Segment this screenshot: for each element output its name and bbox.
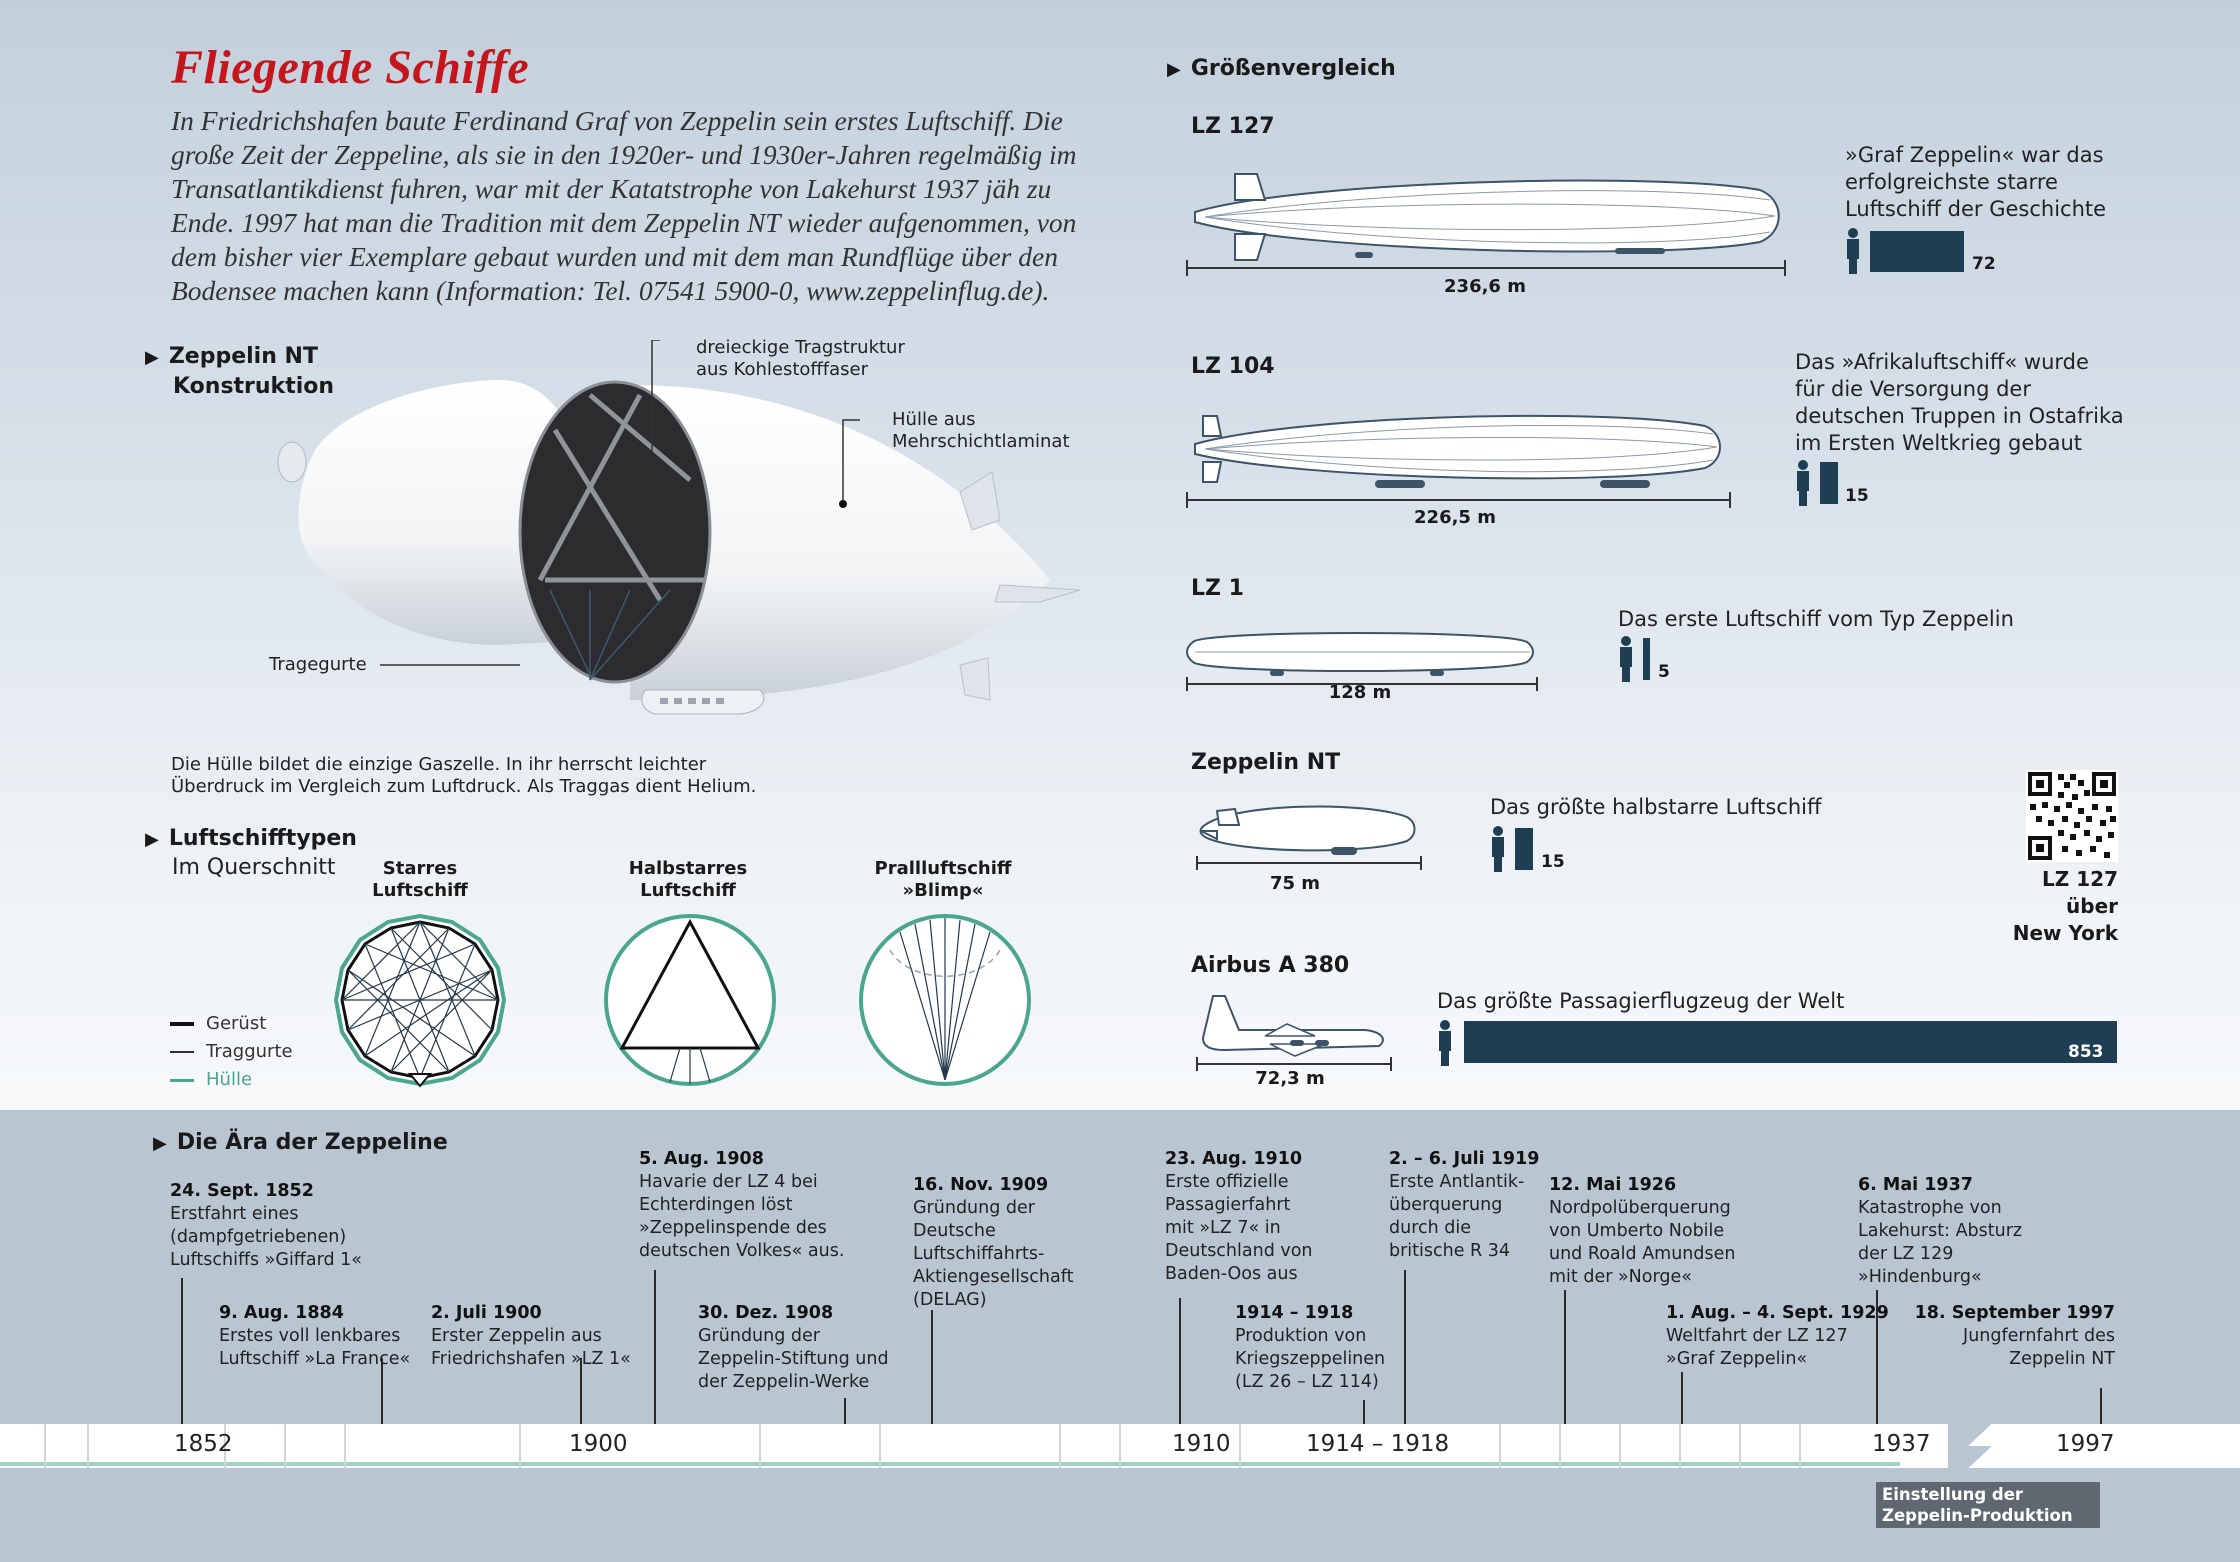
legend-item-hull: Hülle [170, 1066, 293, 1094]
construction-heading: ▶ Zeppelin NT Konstruktion [145, 344, 335, 399]
types-legend [170, 1010, 293, 1094]
lz104-silhouette [1185, 400, 1735, 510]
person-icon [1490, 826, 1506, 876]
legend-item-framework: Gerüst [170, 1010, 293, 1038]
label-straps: Tragegurte [269, 654, 367, 675]
year-1852: 1852 [174, 1431, 233, 1457]
pointer-1919 [1404, 1270, 1406, 1424]
type-rigid-label: Starres Luftschiff [372, 858, 468, 901]
legend-swatch-straps [170, 1051, 194, 1053]
person-icon [1437, 1020, 1453, 1070]
person-icon [1845, 228, 1861, 278]
length-lz1: 128 m [1328, 682, 1392, 703]
year-1910: 1910 [1172, 1431, 1231, 1457]
event-1997: 18. September 1997 Jungfernfahrt des Zeppelin NT [1914, 1303, 2115, 1369]
event-1929: 1. Aug. – 4. Sept. 1929 Weltfahrt der LZ 127 »Graf Zeppelin« [1666, 1303, 1889, 1369]
year-1997: 1997 [2056, 1431, 2115, 1457]
length-lz104: 226,5 m [1414, 507, 1496, 528]
types-subheading: Im Querschnitt [172, 855, 336, 880]
pointer-1909 [931, 1310, 933, 1424]
intro-text: In Friedrichshafen baute Ferdinand Graf von Zeppelin sein erstes Luftschiff. Die große Zeit der Zeppeline, als sie in den 1920er- und 1930er-Jahren regelmäßig im Transatlantikdienst fuhren, war mit der Katatstrophe von Lakehurst 1937 jäh zu Ende. 1997 hat man die Tradition mit dem Zeppelin NT wieder aufgenommen, von dem bisher vier Exemplare gebaut wurden und mit dem man Rundflüge über den Bodensee machen kann (Information: Tel. 07541 5900-0, www.zeppelinflug.de). [171, 105, 1077, 306]
airbus-a380-silhouette [1195, 990, 1395, 1075]
length-airbus: 72,3 m [1255, 1068, 1325, 1089]
types-heading: ▶ Luftschifftypen [145, 826, 357, 851]
event-aug-1908: 5. Aug. 1908 Havarie der LZ 4 bei Echterdingen löst »Zeppelinspende des deutschen Volkes« aus. [639, 1149, 845, 1261]
blimp-cross-section-diagram [855, 910, 1035, 1090]
event-1937: 6. Mai 1937 Katastrophe von Lakehurst: Absturz der LZ 129 »Hindenburg« [1858, 1175, 2023, 1287]
rigid-cross-section-diagram [330, 910, 510, 1090]
event-1884: 9. Aug. 1884 Erstes voll lenkbares Luftschiff »La France« [219, 1303, 411, 1369]
ship-name-lz1: LZ 1 [1191, 576, 1244, 601]
event-1914-1918: 1914 – 1918 Produktion von Kriegszeppelinen (LZ 26 – LZ 114) [1235, 1303, 1386, 1392]
passenger-bar-lz1 [1643, 638, 1650, 680]
pointer-1929 [1681, 1372, 1683, 1424]
qr-code-icon[interactable] [2026, 770, 2118, 862]
construction-caption: Die Hülle bildet die einzige Gaszelle. In ihr herrscht leichter Überdruck im Vergleich zum Luftdruck. Als Traggas dient Helium. [171, 754, 757, 797]
year-1900: 1900 [569, 1431, 628, 1457]
pointer-1910 [1179, 1298, 1181, 1424]
event-1900: 2. Juli 1900 Erster Zeppelin aus Friedrichshafen »LZ 1« [431, 1303, 631, 1369]
ship-name-lz127: LZ 127 [1191, 114, 1275, 139]
desc-zeppelin-nt: Das größte halbstarre Luftschiff [1490, 795, 1822, 819]
lz127-silhouette [1185, 160, 1790, 280]
pointer-dec-1908 [844, 1398, 846, 1424]
ship-name-airbus: Airbus A 380 [1191, 953, 1350, 978]
legend-item-straps: Traggurte [170, 1038, 293, 1066]
event-1910: 23. Aug. 1910 Erste offizielle Passagierfahrt mit »LZ 7« in Deutschland von Baden-Oos aus [1165, 1149, 1313, 1284]
desc-airbus: Das größte Passagierflugzeug der Welt [1437, 989, 1845, 1013]
semirigid-cross-section-diagram [600, 910, 780, 1090]
triangle-bullet-icon: ▶ [145, 347, 159, 368]
passenger-count-zeppelin-nt: 15 [1541, 852, 1565, 872]
passenger-count-lz1: 5 [1658, 662, 1670, 682]
passenger-bar-lz104 [1820, 462, 1838, 504]
pointer-1852 [181, 1278, 183, 1424]
passenger-count-lz127: 72 [1972, 254, 1996, 274]
length-zeppelin-nt: 75 m [1269, 873, 1321, 894]
label-hull-material: Hülle aus Mehrschichtlaminat [892, 409, 1070, 452]
passenger-count-airbus: 853 [2068, 1042, 2104, 1062]
desc-lz127: »Graf Zeppelin« war das erfolgreichste starre Luftschiff der Geschichte [1845, 143, 2107, 221]
year-1914-1918: 1914 – 1918 [1306, 1431, 1450, 1457]
ship-name-zeppelin-nt: Zeppelin NT [1191, 750, 1341, 775]
timeline-heading: ▶ Die Ära der Zeppeline [153, 1130, 448, 1155]
legend-swatch-hull [170, 1079, 194, 1082]
pointer-1926 [1564, 1290, 1566, 1424]
event-1919: 2. – 6. Juli 1919 Erste Antlantik- überquerung durch die britische R 34 [1389, 1149, 1540, 1261]
length-lz127: 236,6 m [1444, 276, 1526, 297]
pointer-aug-1908 [654, 1270, 656, 1424]
label-triangular-structure: dreieckige Tragstruktur aus Kohlestofffaser [696, 337, 905, 380]
person-icon [1795, 460, 1811, 510]
qr-caption: LZ 127 über New York [2012, 867, 2118, 945]
type-semirigid-label: Halbstarres Luftschiff [628, 858, 748, 901]
event-1926: 12. Mai 1926 Nordpolüberquerung von Umberto Nobile und Roald Amundsen mit der »Norge« [1549, 1175, 1736, 1287]
passenger-bar-lz127 [1870, 231, 1964, 272]
passenger-bar-zeppelin-nt [1515, 828, 1533, 870]
triangle-bullet-icon: ▶ [153, 1133, 167, 1154]
page-title: Fliegende Schiffe [171, 41, 530, 94]
comparison-heading: ▶ Größenvergleich [1167, 56, 1396, 81]
passenger-bar-airbus [1464, 1021, 2117, 1063]
passenger-count-lz104: 15 [1845, 486, 1869, 506]
triangle-bullet-icon: ▶ [145, 829, 159, 850]
desc-lz104: Das »Afrikaluftschiff« wurde für die Versorgung der deutschen Truppen in Ostafrika im Ersten Weltkrieg gebaut [1795, 350, 2124, 455]
year-1937: 1937 [1872, 1431, 1931, 1457]
triangle-bullet-icon: ▶ [1167, 59, 1181, 80]
ship-name-lz104: LZ 104 [1191, 354, 1275, 379]
event-1909: 16. Nov. 1909 Gründung der Deutsche Luftschiffahrts- Aktiengesellschaft (DELAG) [913, 1175, 1074, 1310]
pointer-1914-1918 [1363, 1400, 1365, 1424]
event-dec-1908: 30. Dez. 1908 Gründung der Zeppelin-Stiftung und der Zeppelin-Werke [698, 1303, 889, 1392]
person-icon [1618, 636, 1634, 686]
zeppelin-nt-cutaway-illustration [260, 340, 1100, 760]
event-1852: 24. Sept. 1852 Erstfahrt eines (dampfgetriebenen) Luftschiffs »Giffard 1« [170, 1181, 362, 1270]
type-blimp-label: Prallluftschiff »Blimp« [874, 858, 1012, 901]
end-of-production-note: Einstellung der Zeppelin-Produktion [1876, 1482, 2100, 1528]
pointer-1997 [2100, 1388, 2102, 1424]
desc-lz1: Das erste Luftschiff vom Typ Zeppelin [1618, 607, 2014, 631]
legend-swatch-framework [170, 1022, 194, 1026]
zeppelin-nt-silhouette [1195, 795, 1425, 875]
